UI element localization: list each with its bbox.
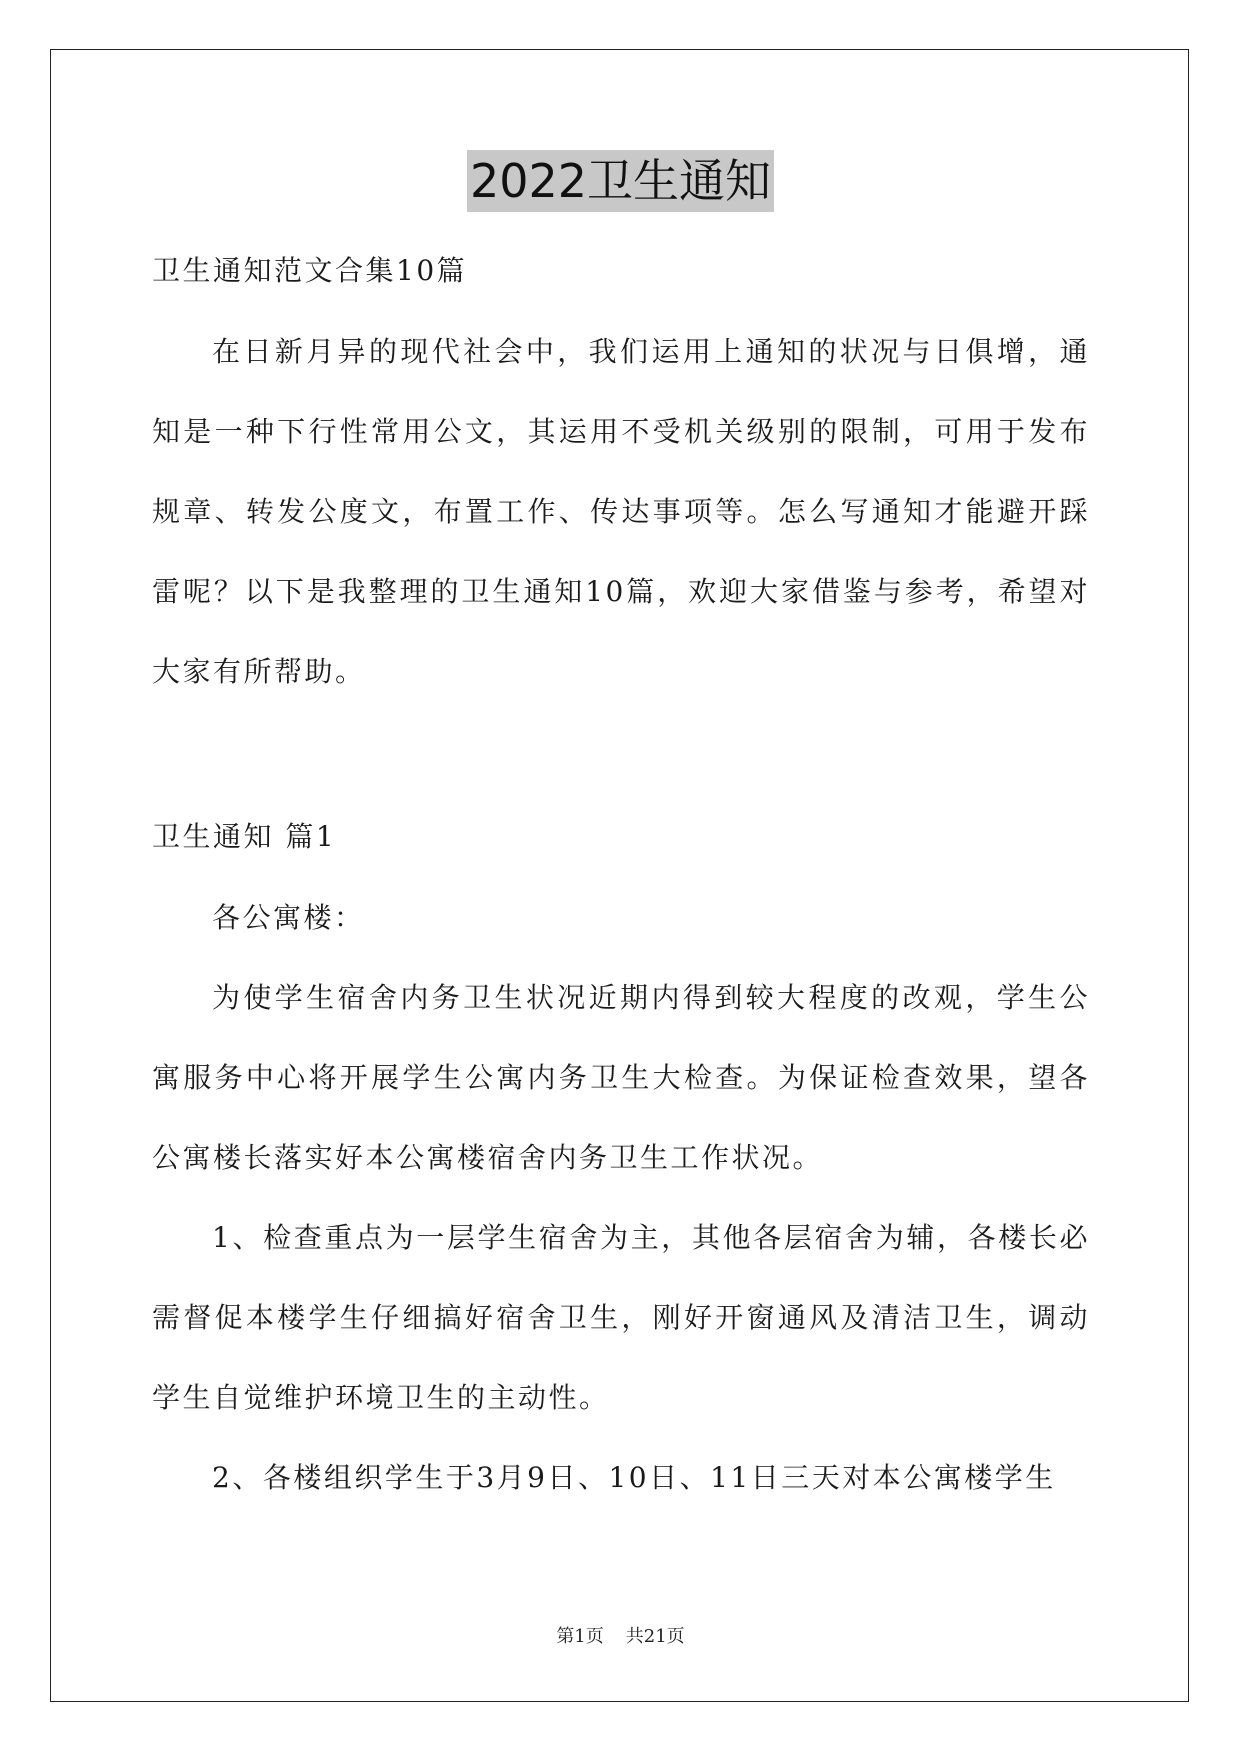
page-total: 共21页 xyxy=(625,1626,685,1647)
section-heading: 卫生通知 篇1 xyxy=(152,820,337,853)
document-body xyxy=(152,230,1090,1518)
document-subtitle: 卫生通知范文合集10篇 xyxy=(152,254,468,287)
body-paragraph: 为使学生宿舍内务卫生状况近期内得到较大程度的改观，学生公寓服务中心将开展学生公寓内务卫生大检查。为保证检查效果，望各公寓楼长落实好本公寓楼宿舍内务卫生工作状况。 xyxy=(152,981,1090,1174)
page-footer xyxy=(0,1622,1241,1648)
body-paragraph: 1、检查重点为一层学生宿舍为主，其他各层宿舍为辅，各楼长必需督促本楼学生仔细搞好宿舍卫生，刚好开窗通风及清洁卫生，调动学生自觉维护环境卫生的主动性。 xyxy=(152,1221,1090,1414)
page-current: 第1页 xyxy=(556,1626,604,1647)
title-wrap xyxy=(0,150,1241,212)
intro-paragraph: 在日新月异的现代社会中，我们运用上通知的状况与日俱增，通知是一种下行性常用公文，其运用不受机关级别的限制，可用于发布规章、转发公度文，布置工作、传达事项等。怎么写通知才能避开踩雷呢？以下是我整理的卫生通知10篇，欢迎大家借鉴与参考，希望对大家有所帮助。 xyxy=(152,335,1090,688)
salutation: 各公寓楼： xyxy=(212,901,365,934)
body-paragraph: 2、各楼组织学生于3月9日、10日、11日三天对本公寓楼学生 xyxy=(212,1461,1056,1494)
spacer xyxy=(152,712,1090,796)
document-title: 2022卫生通知 xyxy=(467,150,774,212)
